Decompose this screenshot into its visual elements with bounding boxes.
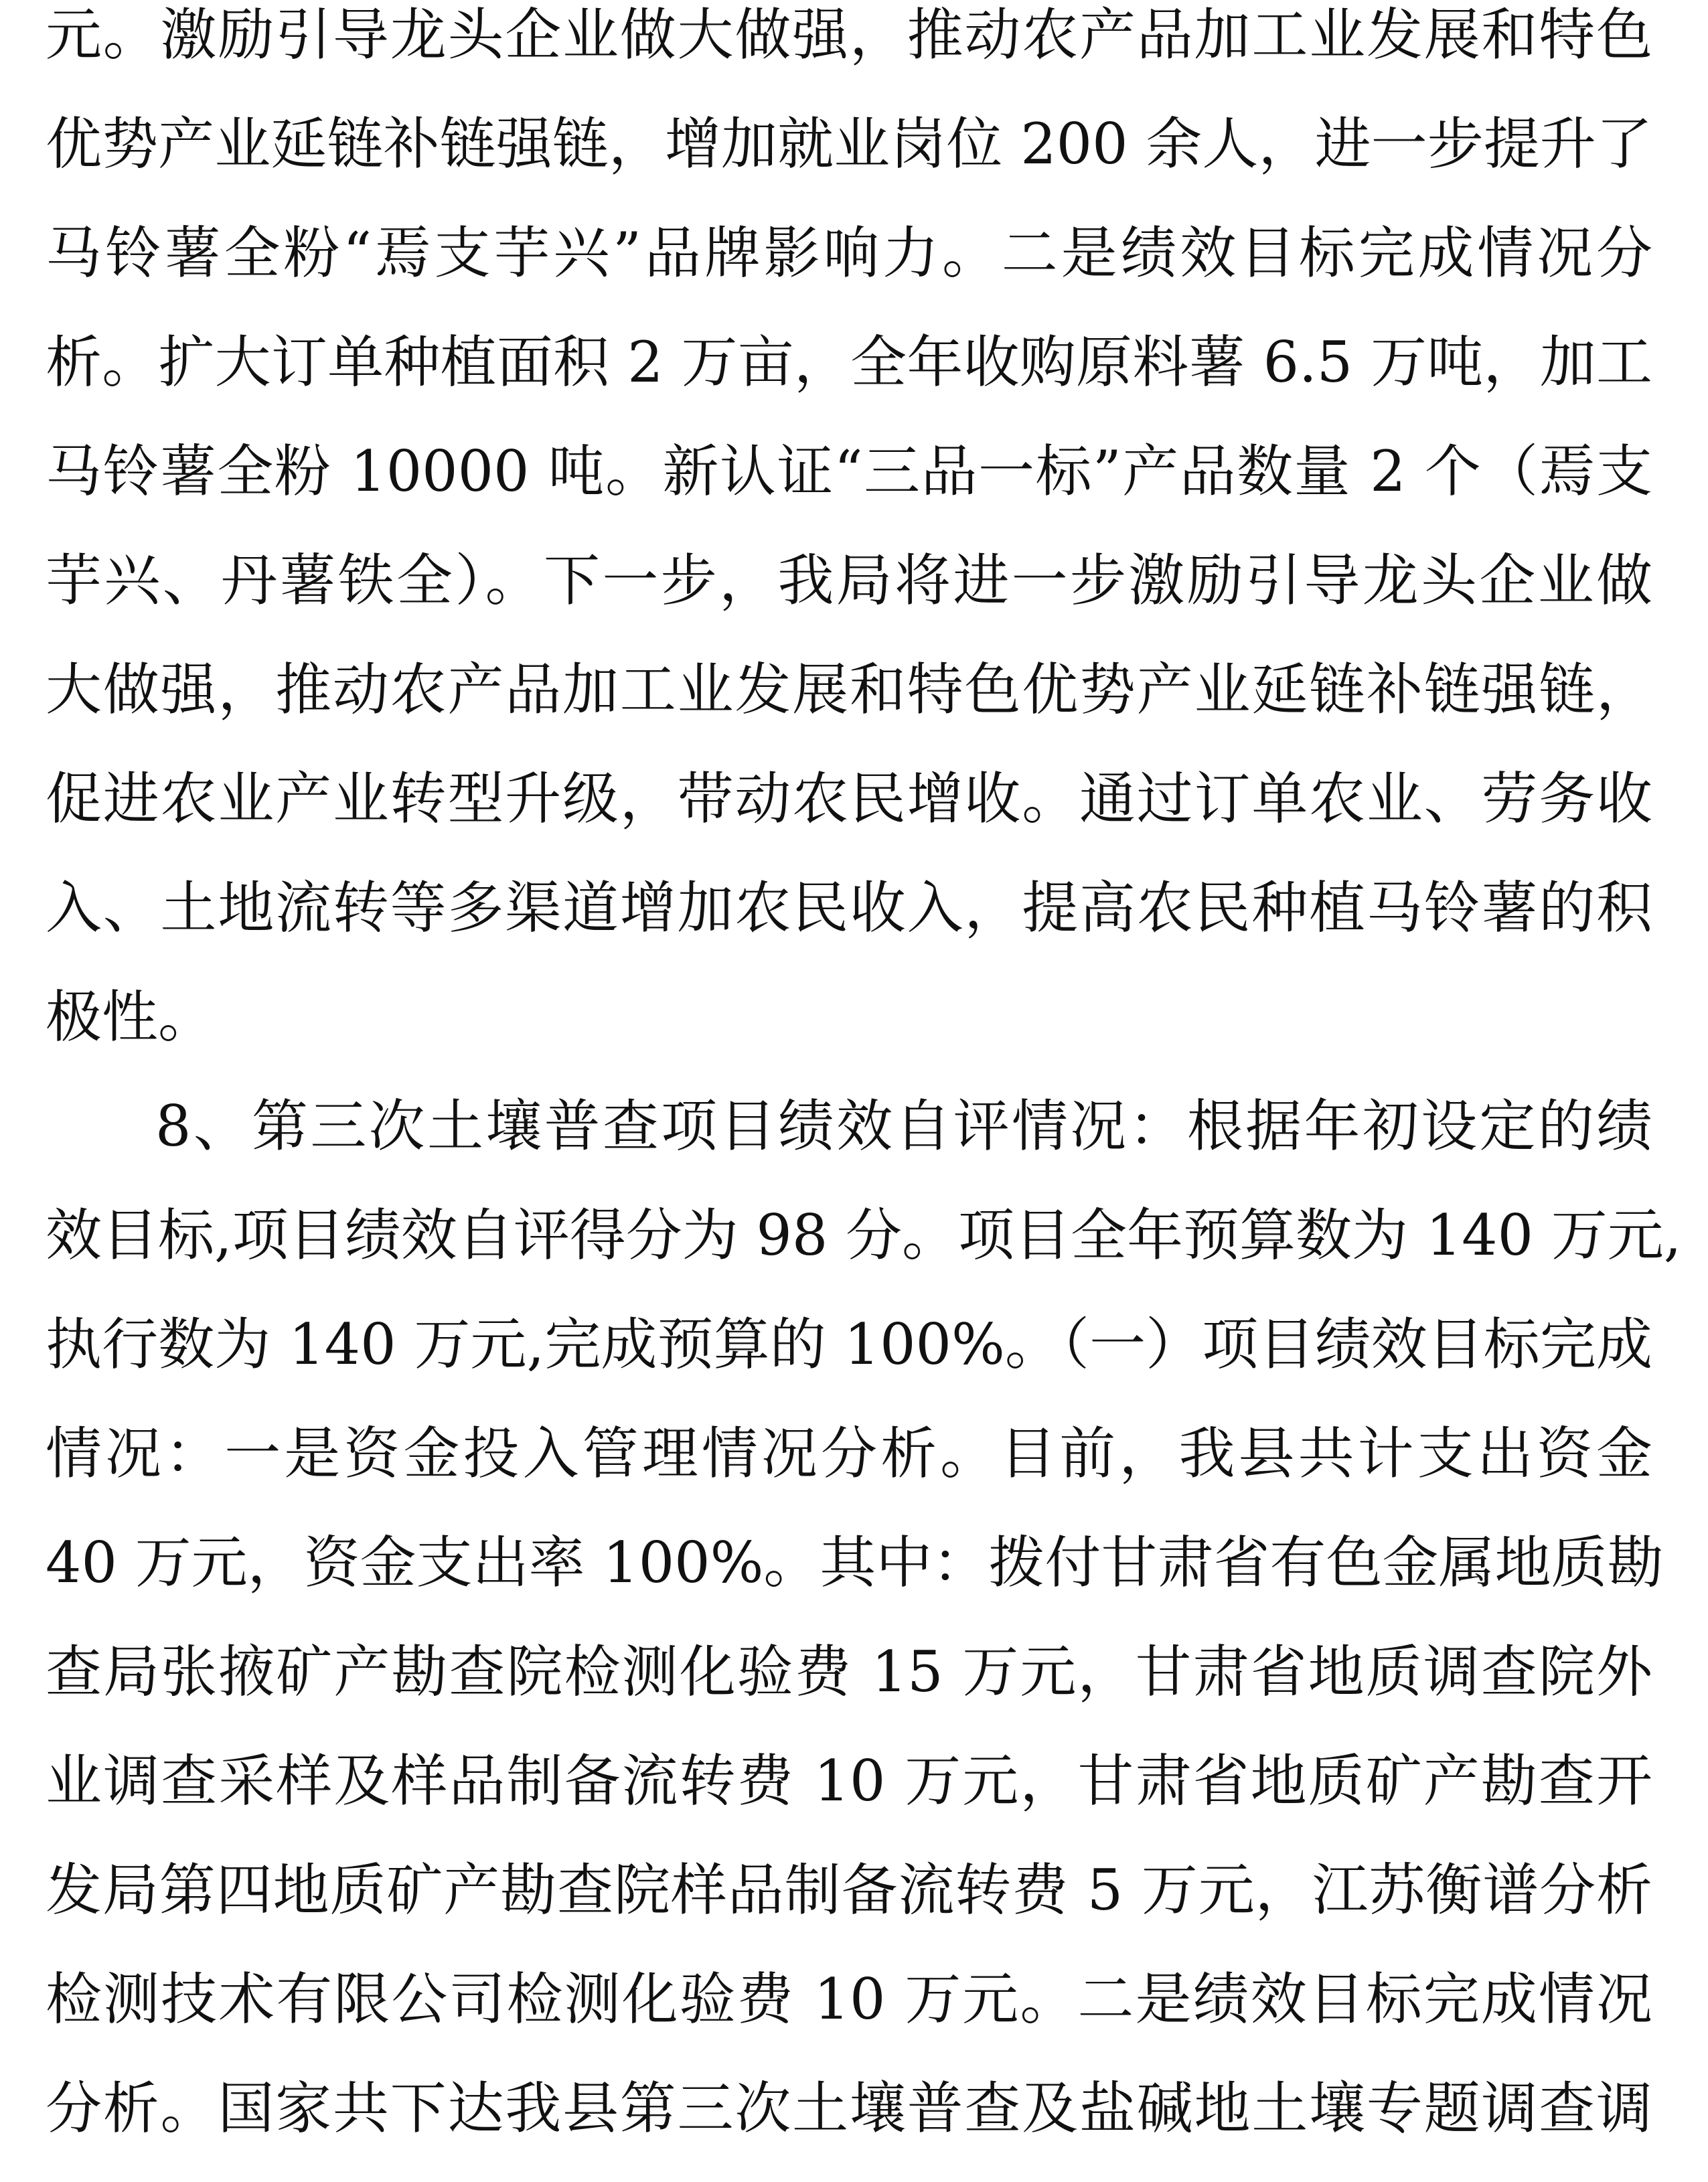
text-line: 分析。国家共下达我县第三次土壤普查及盐碱地土壤专题调查调 xyxy=(46,2076,1652,2141)
text-line: 芋兴、丹薯铁全）。下一步，我局将进一步激励引导龙头企业做 xyxy=(46,548,1652,613)
text-line: 析。扩大订单种植面积 2 万亩，全年收购原料薯 6.5 万吨，加工 xyxy=(46,329,1652,395)
text-line: 优势产业延链补链强链，增加就业岗位 200 余人，进一步提升了 xyxy=(46,111,1652,177)
text-line: 入、土地流转等多渠道增加农民收入，提高农民种植马铃薯的积 xyxy=(46,875,1652,941)
text-line: 情况：一是资金投入管理情况分析。目前，我县共计支出资金 xyxy=(46,1421,1652,1486)
text-line: 元。激励引导龙头企业做大做强，推动农产品加工业发展和特色 xyxy=(46,2,1652,68)
text-line: 马铃薯全粉“焉支芋兴”品牌影响力。二是绩效目标完成情况分 xyxy=(46,220,1652,286)
text-line: 马铃薯全粉 10000 吨。新认证“三品一标”产品数量 2 个（焉支 xyxy=(46,439,1652,504)
text-line: 查局张掖矿产勘查院检测化验费 15 万元，甘肃省地质调查院外 xyxy=(46,1639,1652,1705)
text-line: 极性。 xyxy=(46,984,215,1050)
text-line: 业调查采样及样品制备流转费 10 万元，甘肃省地质矿产勘查开 xyxy=(46,1748,1652,1814)
text-line: 大做强，推动农产品加工业发展和特色优势产业延链补链强链， xyxy=(46,657,1652,722)
text-line: 效目标,项目绩效自评得分为 98 分。项目全年预算数为 140 万元, xyxy=(46,1202,1682,1268)
text-line: 促进农业产业转型升级，带动农民增收。通过订单农业、劳务收 xyxy=(46,766,1652,832)
text-line: 发局第四地质矿产勘查院样品制备流转费 5 万元，江苏衡谱分析 xyxy=(46,1857,1652,1923)
paragraph-heading-line: 8、第三次土壤普查项目绩效自评情况：根据年初设定的绩 xyxy=(155,1093,1652,1159)
text-line: 40 万元，资金支出率 100%。其中：拨付甘肃省有色金属地质勘 xyxy=(46,1530,1664,1595)
text-line: 执行数为 140 万元,完成预算的 100%。（一）项目绩效目标完成 xyxy=(46,1312,1652,1377)
text-line: 检测技术有限公司检测化验费 10 万元。二是绩效目标完成情况 xyxy=(46,1966,1652,2032)
